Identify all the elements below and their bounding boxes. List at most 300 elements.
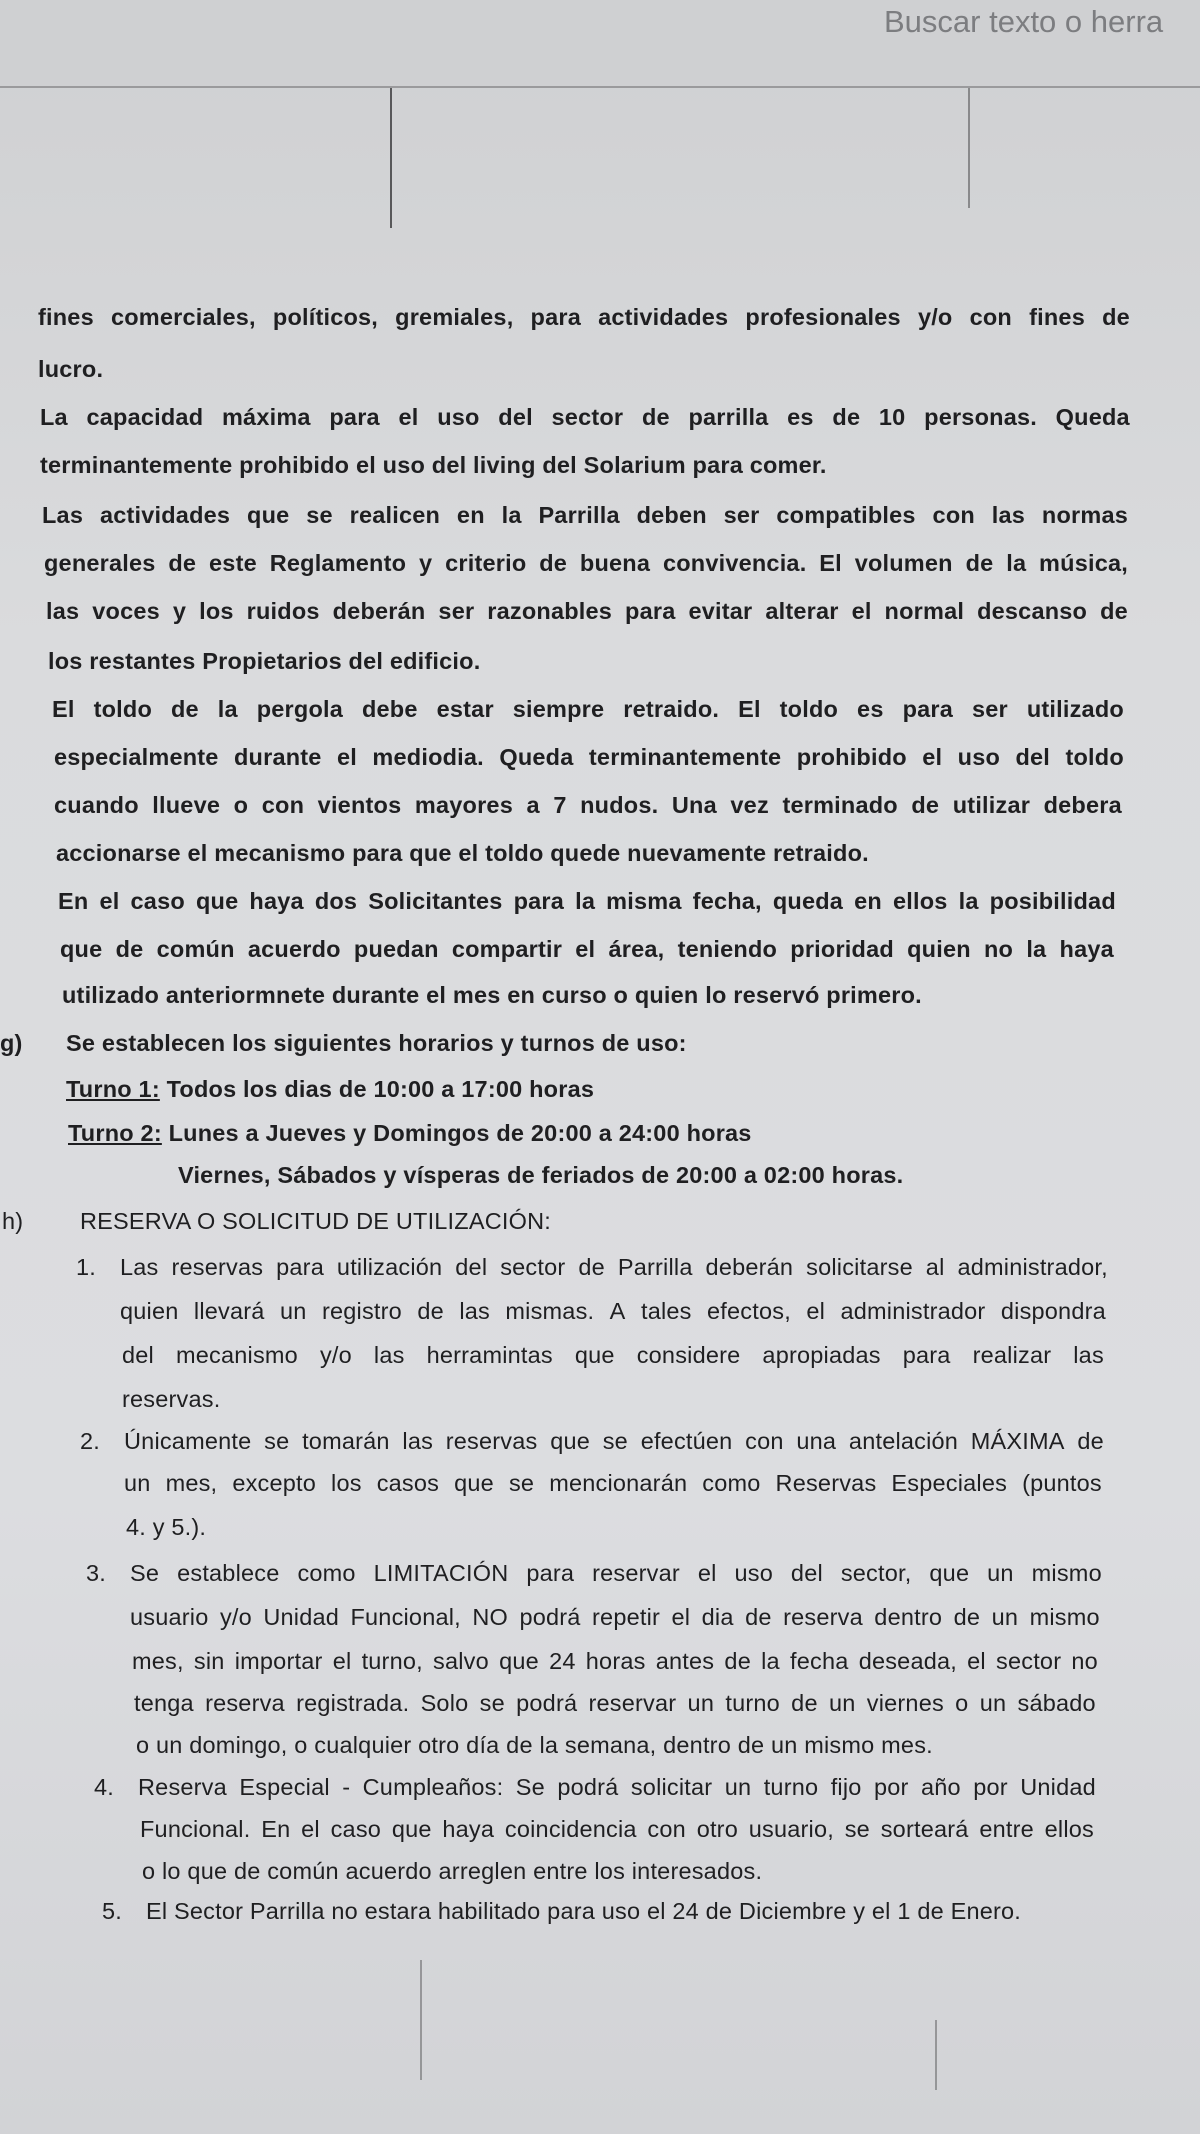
word: de <box>745 1604 772 1630</box>
word: el <box>398 404 419 430</box>
word: acuerdo <box>247 936 341 962</box>
word: 7 <box>553 792 567 818</box>
word: el <box>301 1816 320 1842</box>
word: un <box>724 1774 752 1800</box>
word: no <box>984 936 1014 962</box>
word: solicitarse <box>806 1254 913 1280</box>
word: Las <box>42 502 84 528</box>
word: la <box>575 888 596 914</box>
word: con <box>745 1428 784 1454</box>
word: utilizar <box>952 792 1031 818</box>
word: un <box>828 1690 856 1716</box>
word: máxima <box>221 404 311 430</box>
word: sector <box>551 404 624 430</box>
text-line <box>46 598 1128 625</box>
word: vez <box>730 792 769 818</box>
word: Solicitantes <box>368 888 503 914</box>
word: para <box>276 1254 324 1280</box>
section-intro: Se establecen los siguientes horarios y turnos de uso: <box>66 1030 687 1056</box>
word: mes, <box>132 1648 184 1674</box>
word: haya <box>249 888 304 914</box>
word: reserva <box>783 1604 863 1630</box>
word: NO <box>472 1604 509 1630</box>
word: voces <box>92 598 160 624</box>
word: gremiales, <box>395 304 514 330</box>
word: a <box>526 792 540 818</box>
word: este <box>209 550 257 576</box>
word: de <box>953 1604 981 1630</box>
turno-2-extra: Viernes, Sábados y vísperas de feriados de 20:00 a 02:00 horas. <box>178 1162 904 1188</box>
word: haya <box>442 1816 495 1842</box>
text-line <box>58 888 1116 915</box>
word: comerciales, <box>110 304 256 330</box>
word: capacidad <box>86 404 204 430</box>
word: que <box>391 1816 432 1842</box>
word: el <box>806 1298 826 1324</box>
word: (puntos <box>1022 1470 1102 1496</box>
word: y/o <box>219 1604 252 1630</box>
word: queda <box>772 888 844 914</box>
word: caso <box>330 1816 382 1842</box>
word: para <box>625 598 676 624</box>
word: no <box>1071 1648 1098 1674</box>
word: mismo <box>1031 1560 1102 1586</box>
text-line: El Sector Parrilla no estara habilitado para uso el 24 de Diciembre y el 1 de Enero. <box>146 1898 1022 1924</box>
word: uso <box>734 1560 773 1586</box>
word: turno <box>763 1774 819 1800</box>
word: del <box>1015 744 1051 770</box>
word: considere <box>636 1342 741 1368</box>
word: como <box>702 1470 761 1496</box>
word: común <box>156 936 235 962</box>
word: reservas <box>171 1254 264 1280</box>
word: 10 <box>878 404 906 430</box>
word: Reservas <box>775 1470 877 1496</box>
word: Reglamento <box>269 550 407 576</box>
word: Especiales <box>891 1470 1008 1496</box>
word: que <box>929 1560 970 1586</box>
word: el <box>851 598 872 624</box>
word: para <box>526 1560 575 1586</box>
word: importar <box>234 1648 323 1674</box>
word: que <box>499 1648 539 1674</box>
word: de <box>724 1648 751 1674</box>
word: que <box>574 1342 615 1368</box>
word: El <box>819 550 842 576</box>
word: área, <box>608 936 665 962</box>
word: Una <box>671 792 717 818</box>
word: dos <box>314 888 358 914</box>
word: se <box>844 1816 870 1842</box>
word: realicen <box>349 502 441 528</box>
word: con <box>647 1816 686 1842</box>
word: mismas. <box>505 1298 595 1324</box>
word: las <box>459 1298 490 1324</box>
word: debe <box>361 696 418 722</box>
item-number: 4. <box>94 1774 114 1800</box>
word: de <box>641 404 670 430</box>
word: realizar <box>972 1342 1052 1368</box>
word: La <box>40 404 68 430</box>
word: terminado <box>782 792 898 818</box>
text-line: terminantemente prohibido el uso del living del Solarium para comer. <box>40 452 827 478</box>
word: reservar <box>588 1690 677 1716</box>
word: Se <box>130 1560 160 1586</box>
word: sector <box>996 1648 1062 1674</box>
item-number: 5. <box>102 1898 122 1924</box>
text-line: o un domingo, o cualquier otro día de la semana, dentro de un mismo mes. <box>136 1732 933 1758</box>
text-line <box>130 1604 1100 1631</box>
word: especialmente <box>54 744 219 770</box>
word: mediodia. <box>372 744 484 770</box>
word: Solo <box>420 1690 469 1716</box>
word: un <box>991 1604 1019 1630</box>
word: posibilidad <box>989 888 1116 914</box>
word: apropiadas <box>762 1342 881 1368</box>
word: del <box>498 404 533 430</box>
text-line: 4. y 5.). <box>126 1514 207 1540</box>
word: sábado <box>1017 1690 1096 1716</box>
text-line: los restantes Propietarios del edificio. <box>48 648 481 674</box>
text-line <box>54 744 1124 771</box>
word: generales <box>44 550 156 576</box>
word: nudos. <box>580 792 659 818</box>
word: ellos <box>1044 1816 1094 1842</box>
word: registrada. <box>296 1690 410 1716</box>
word: solicitar <box>630 1774 713 1800</box>
word: con <box>932 502 975 528</box>
word: Reserva <box>138 1774 227 1800</box>
word: Unidad <box>263 1604 340 1630</box>
word: uso <box>437 404 480 430</box>
word: siempre <box>512 696 605 722</box>
word: mismo <box>1029 1604 1100 1630</box>
word: año <box>920 1774 961 1800</box>
word: Se <box>515 1774 545 1800</box>
word: ruidos <box>246 598 320 624</box>
word: sorteará <box>880 1816 969 1842</box>
word: pergola <box>256 696 344 722</box>
word: para <box>902 696 954 722</box>
word: Queda <box>1055 404 1130 430</box>
word: turno <box>725 1690 780 1716</box>
word: los <box>199 598 234 624</box>
word: Funcional, <box>350 1604 461 1630</box>
word: LIMITACIÓN <box>373 1560 509 1586</box>
word: podrá <box>519 1604 581 1630</box>
word: buena <box>579 550 651 576</box>
word: de <box>170 696 199 722</box>
word: antelación <box>848 1428 959 1454</box>
word: que <box>60 936 103 962</box>
word: del <box>790 1560 823 1586</box>
word: de <box>965 550 994 576</box>
word: ellos <box>892 888 948 914</box>
word: misma <box>606 888 682 914</box>
word: del <box>122 1342 154 1368</box>
word: sector, <box>840 1560 912 1586</box>
word: haya <box>1059 936 1114 962</box>
word: En <box>58 888 89 914</box>
word: estar <box>436 696 494 722</box>
word: reservas <box>445 1428 538 1454</box>
word: deseada, <box>858 1648 957 1674</box>
word: durante <box>234 744 322 770</box>
word: utilización <box>336 1254 443 1280</box>
text-line <box>122 1342 1104 1369</box>
word: coincidencia <box>504 1816 637 1842</box>
item-number: 2. <box>80 1428 100 1454</box>
word: administrador, <box>957 1254 1108 1280</box>
turno-2-text: Lunes a Jueves y Domingos de 20:00 a 24:00 horas <box>161 1120 752 1146</box>
turno-2-label: Turno 2: <box>68 1120 162 1146</box>
word: en <box>456 502 485 528</box>
word: y/o <box>917 304 953 330</box>
word: que <box>195 888 239 914</box>
word: 24 <box>549 1648 576 1674</box>
word: mecanismo <box>175 1342 298 1368</box>
word: convivencia. <box>662 550 807 576</box>
text-line <box>120 1298 1106 1325</box>
text-line: reservas. <box>122 1386 221 1412</box>
word: compartir <box>451 936 563 962</box>
word: tenga <box>134 1690 194 1716</box>
word: mayores <box>414 792 513 818</box>
word: que <box>454 1470 494 1496</box>
word: para <box>329 404 380 430</box>
word: tales <box>640 1298 692 1324</box>
word: efectos, <box>707 1298 791 1324</box>
word: caso <box>130 888 185 914</box>
word: la <box>761 1648 780 1674</box>
word: deben <box>636 502 707 528</box>
word: la <box>958 888 979 914</box>
text-line <box>44 550 1128 577</box>
word: las <box>402 1428 434 1454</box>
word: fines <box>1029 304 1085 330</box>
word: un <box>987 1560 1014 1586</box>
word: A <box>609 1298 626 1324</box>
word: Queda <box>499 744 574 770</box>
word: puedan <box>353 936 439 962</box>
section-marker: h) <box>2 1208 24 1234</box>
turno-1-text: Todos los dias de 10:00 a 17:00 horas <box>159 1076 595 1102</box>
word: ser <box>723 502 760 528</box>
word: compatibles <box>776 502 916 528</box>
word: podrá <box>557 1774 619 1800</box>
word: ser <box>438 598 475 624</box>
word: una <box>796 1428 837 1454</box>
word: se <box>306 502 333 528</box>
word: usuario, <box>748 1816 834 1842</box>
word: del <box>455 1254 488 1280</box>
text-line: accionarse el mecanismo para que el toldo quede nuevamente retraido. <box>56 840 869 866</box>
text-line <box>38 304 1130 331</box>
word: descanso <box>977 598 1088 624</box>
word: teniendo <box>677 936 778 962</box>
word: fecha <box>790 1648 849 1674</box>
word: en <box>854 888 882 914</box>
text-line <box>138 1774 1096 1801</box>
word: de <box>578 1254 605 1280</box>
word: utilizado <box>1026 696 1124 722</box>
word: un <box>979 1690 1007 1716</box>
word: fijo <box>830 1774 862 1800</box>
word: el <box>332 1648 352 1674</box>
word: la <box>1006 550 1027 576</box>
word: Únicamente <box>124 1428 252 1454</box>
text-line <box>140 1816 1094 1843</box>
word: el <box>922 744 943 770</box>
text-line <box>60 936 1114 963</box>
word: las <box>373 1342 405 1368</box>
word: de <box>1102 304 1130 330</box>
word: El <box>52 696 75 722</box>
word: parrilla <box>688 404 769 430</box>
word: sin <box>193 1648 225 1674</box>
word: música, <box>1039 550 1128 576</box>
turno-2 <box>68 1120 752 1147</box>
word: fecha, <box>692 888 762 914</box>
word: se <box>602 1428 628 1454</box>
word: llueve <box>152 792 221 818</box>
word: los <box>331 1470 362 1496</box>
word: como <box>297 1560 356 1586</box>
word: repetir <box>592 1604 661 1630</box>
text-line <box>132 1648 1098 1675</box>
word: las <box>46 598 80 624</box>
word: de <box>539 550 568 576</box>
word: turno, <box>361 1648 423 1674</box>
word: personas. <box>924 404 1037 430</box>
word: se <box>264 1428 290 1454</box>
word: excepto <box>232 1470 317 1496</box>
word: Las <box>120 1254 159 1280</box>
word: profesionales <box>745 304 901 330</box>
word: dispondra <box>1000 1298 1106 1324</box>
word: establece <box>177 1560 280 1586</box>
word: para <box>530 304 581 330</box>
word: o <box>955 1690 969 1716</box>
word: Unidad <box>1020 1774 1096 1800</box>
word: que <box>247 502 290 528</box>
word: de <box>791 1690 818 1716</box>
text-line: lucro. <box>38 356 104 382</box>
word: salvo <box>433 1648 489 1674</box>
word: El <box>738 696 761 722</box>
text-line <box>124 1470 1102 1497</box>
word: - <box>342 1774 351 1800</box>
word: por <box>873 1774 909 1800</box>
word: antes <box>655 1648 715 1674</box>
word: el <box>99 888 120 914</box>
word: de <box>911 792 940 818</box>
word: terminantemente <box>588 744 782 770</box>
word: de <box>115 936 144 962</box>
word: con <box>969 304 1012 330</box>
word: toldo <box>93 696 152 722</box>
word: la <box>501 502 522 528</box>
item-number: 3. <box>86 1560 106 1586</box>
word: Cumpleaños: <box>362 1774 504 1800</box>
word: el <box>697 1560 717 1586</box>
word: retraido. <box>623 696 720 722</box>
word: fines <box>38 304 94 330</box>
word: actividades <box>99 502 231 528</box>
word: tomarán <box>302 1428 390 1454</box>
word: Funcional. <box>140 1816 251 1842</box>
text-line <box>134 1690 1096 1717</box>
word: normas <box>1041 502 1128 528</box>
word: al <box>925 1254 945 1280</box>
word: usuario <box>130 1604 209 1630</box>
word: sector <box>500 1254 566 1280</box>
word: efectúen <box>640 1428 733 1454</box>
word: reserva <box>205 1690 285 1716</box>
word: Parrilla <box>538 502 620 528</box>
word: el <box>671 1604 691 1630</box>
word: dentro <box>874 1604 943 1630</box>
word: entre <box>979 1816 1034 1842</box>
text-line: o lo que de común acuerdo arreglen entre los interesados. <box>142 1858 763 1884</box>
text-line <box>130 1560 1102 1587</box>
word: vientos <box>317 792 402 818</box>
turno-1-label: Turno 1: <box>66 1076 160 1102</box>
word: deberán <box>332 598 426 624</box>
word: normal <box>884 598 965 624</box>
word: para <box>513 888 565 914</box>
word: deberán <box>705 1254 794 1280</box>
word: un <box>279 1298 307 1324</box>
word: de <box>417 1298 444 1324</box>
word: con <box>261 792 305 818</box>
word: Especial <box>239 1774 330 1800</box>
word: registro <box>321 1298 402 1324</box>
word: evitar <box>688 598 753 624</box>
word: viernes <box>866 1690 944 1716</box>
word: quien <box>907 936 971 962</box>
text-line <box>52 696 1124 723</box>
word: por <box>973 1774 1008 1800</box>
word: es <box>857 696 884 722</box>
word: se <box>508 1470 535 1496</box>
word: la <box>217 696 238 722</box>
word: debera <box>1043 792 1122 818</box>
word: otro <box>696 1816 738 1842</box>
word: que <box>550 1428 591 1454</box>
word: llevará <box>193 1298 265 1324</box>
word: y <box>172 598 187 624</box>
word: las <box>1073 1342 1104 1368</box>
word: y <box>419 550 433 576</box>
word: un <box>687 1690 715 1716</box>
word: podrá <box>516 1690 578 1716</box>
word: toldo <box>779 696 839 722</box>
word: En <box>261 1816 291 1842</box>
text-line <box>40 404 1130 431</box>
search-field[interactable]: Buscar texto o herra <box>884 4 1164 39</box>
word: reservar <box>592 1560 680 1586</box>
word: prioridad <box>790 936 894 962</box>
word: quien <box>120 1298 179 1324</box>
text-line: utilizado anteriormnete durante el mes en curso o quien lo reservó primero. <box>62 982 922 1008</box>
text-line <box>42 502 1128 529</box>
word: alterar <box>765 598 839 624</box>
word: se <box>479 1690 505 1716</box>
word: ser <box>971 696 1008 722</box>
word: el <box>337 744 357 770</box>
word: para <box>902 1342 951 1368</box>
